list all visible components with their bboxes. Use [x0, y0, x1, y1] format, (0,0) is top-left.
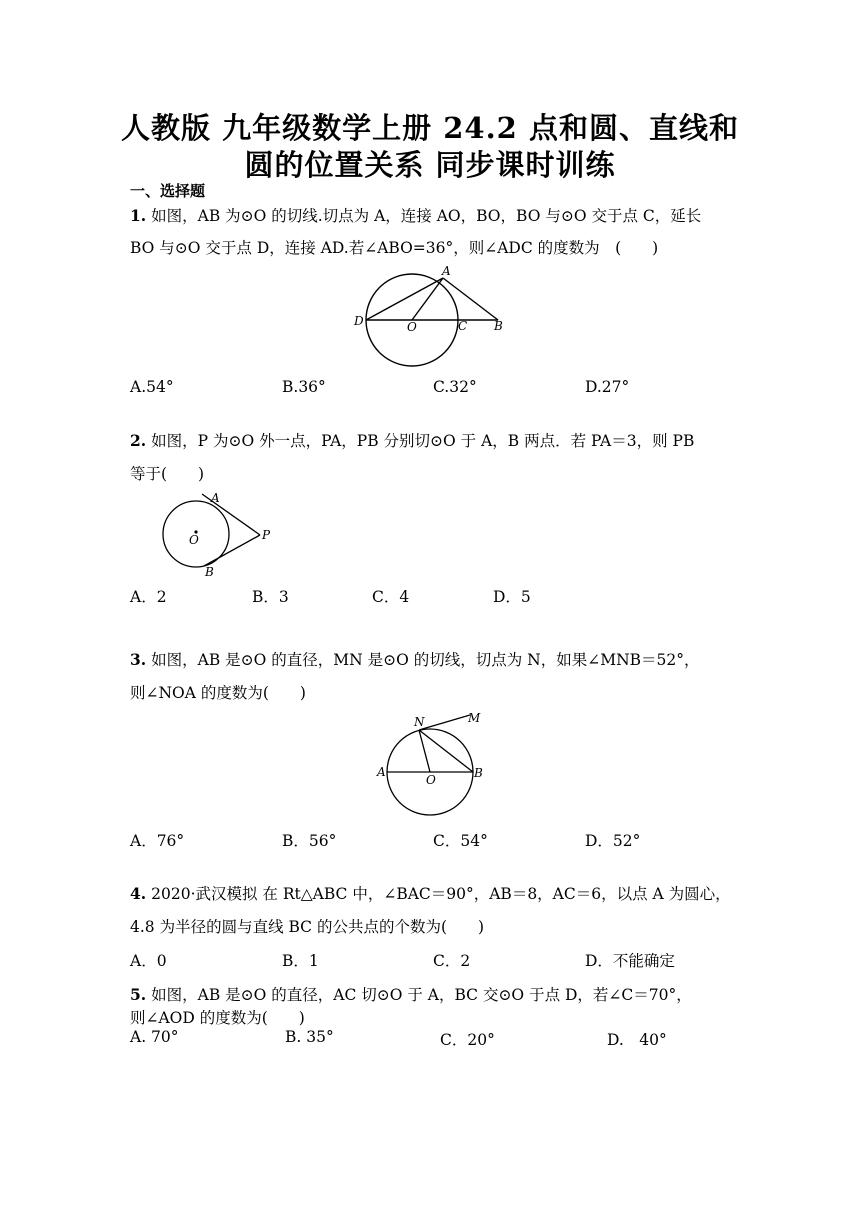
- title-line-2: 圆的位置关系 同步课时训练: [244, 148, 616, 182]
- q1-label-b: B: [494, 319, 503, 333]
- q5-option-c: C．20°: [440, 1031, 495, 1049]
- q5-number: 5.: [130, 985, 147, 1004]
- q1-option-b: B.36°: [282, 378, 326, 396]
- q3-stem-2: 则∠NOA 的度数为( ): [130, 684, 306, 702]
- q1-label-c: C: [458, 319, 468, 333]
- q2-stem-2: 等于( ): [130, 465, 205, 483]
- q3-label-m: M: [468, 711, 481, 725]
- q3-line-no: [419, 730, 430, 772]
- q5-option-b: B. 35°: [285, 1028, 334, 1046]
- q2-option-a: A．2: [130, 588, 167, 606]
- q2-figure: [160, 488, 280, 578]
- q1-stem-2: BO 与⊙O 交于点 D，连接 AD.若∠ABO=36°，则∠ADC 的度数为 ( ): [130, 239, 659, 257]
- section-heading: 一、选择题: [130, 182, 206, 200]
- q3-label-a: A: [377, 765, 386, 779]
- q4-stem-2: 4.8 为半径的圆与直线 BC 的公共点的个数为( ): [130, 918, 485, 936]
- q5-text-line-1: [130, 983, 692, 1005]
- q3-tangent-nm: [419, 715, 470, 730]
- q3-figure: [370, 708, 505, 820]
- q4-option-a: A．0: [130, 952, 167, 970]
- q2-number: 2.: [130, 431, 147, 450]
- title-line-1: 人教版 九年级数学上册 24.2 点和圆、直线和: [121, 111, 739, 145]
- q2-stem-1: 如图，P 为⊙O 外一点，PA，PB 分别切⊙O 于 A，B 两点．若 PA＝3，则 PB: [151, 432, 695, 450]
- q1-line-ab: [443, 278, 498, 320]
- q1-line-oa: [412, 278, 443, 320]
- q3-number: 3.: [130, 650, 147, 669]
- q2-label-o: O: [189, 533, 199, 547]
- q1-option-d: D.27°: [585, 378, 630, 396]
- q1-number: 1.: [130, 206, 147, 225]
- q2-text-line-1: [130, 429, 694, 451]
- q1-text-line-1: [130, 204, 701, 226]
- q5-stem-1: 如图，AB 是⊙O 的直径，AC 切⊙O 于 A，BC 交⊙O 于点 D，若∠C＝70°，: [151, 986, 692, 1004]
- q1-line-da: [366, 278, 443, 320]
- q4-stem-1: 2020·武汉模拟 在 Rt△ABC 中，∠BAC＝90°，AB＝8，AC＝6，以点 A 为圆心，: [151, 885, 731, 903]
- q3-label-o: O: [426, 773, 436, 787]
- q1-label-o: O: [407, 320, 417, 334]
- q4-number: 4.: [130, 884, 147, 903]
- q3-stem-1: 如图，AB 是⊙O 的直径，MN 是⊙O 的切线，切点为 N，如果∠MNB＝52°，: [151, 651, 700, 669]
- q5-option-a: A. 70°: [130, 1028, 179, 1046]
- q2-option-b: B．3: [252, 588, 289, 606]
- q1-option-c: C.32°: [433, 378, 477, 396]
- q1-option-a: A.54°: [130, 378, 174, 396]
- q4-text-line-1: [130, 882, 731, 904]
- q3-text-line-1: [130, 648, 700, 670]
- q2-label-a: A: [211, 491, 220, 505]
- q1-label-d: D: [354, 314, 364, 328]
- q5-option-d: D. 40°: [607, 1031, 667, 1049]
- q3-option-c: C．54°: [433, 832, 488, 850]
- q3-label-n: N: [414, 715, 425, 729]
- q4-option-d: D．不能确定: [585, 952, 675, 970]
- q1-stem-1: 如图，AB 为⊙O 的切线.切点为 A，连接 AO，BO，BO 与⊙O 交于点 C，延长: [151, 207, 702, 225]
- q2-label-b: B: [205, 565, 214, 578]
- q1-label-a: A: [442, 264, 451, 278]
- q3-option-d: D．52°: [585, 832, 641, 850]
- q4-option-b: B．1: [282, 952, 319, 970]
- q1-figure: [350, 262, 520, 372]
- q3-option-b: B．56°: [282, 832, 337, 850]
- q4-option-c: C．2: [433, 952, 471, 970]
- q3-label-b: B: [474, 766, 483, 780]
- q2-label-p: P: [262, 528, 271, 542]
- q3-option-a: A．76°: [130, 832, 185, 850]
- q2-option-d: D．5: [493, 588, 531, 606]
- q3-line-nb: [419, 730, 473, 772]
- q2-option-c: C．4: [372, 588, 410, 606]
- q5-stem-2: 则∠AOD 的度数为( ): [130, 1009, 305, 1027]
- q2-tangent-pb: [204, 535, 260, 566]
